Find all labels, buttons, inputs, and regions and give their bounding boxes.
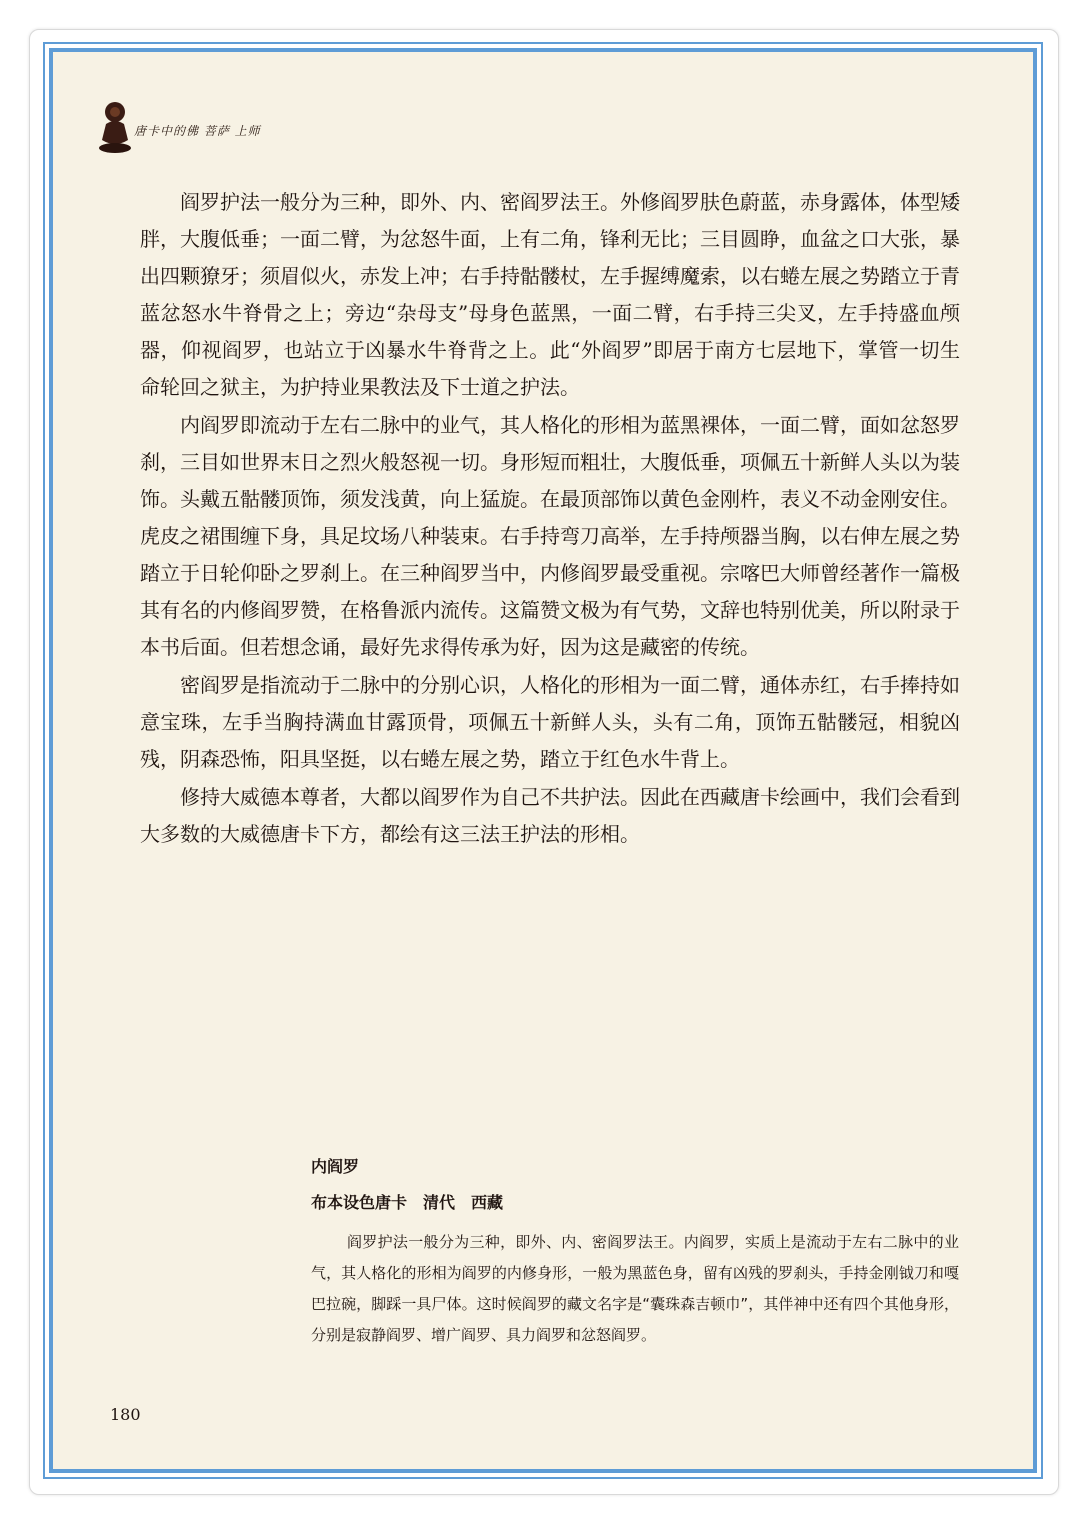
paragraph-secret-yama: 密阎罗是指流动于二脉中的分别心识，人格化的形相为一面二臂，通体赤红，右手捧持如意宝珠，左手当胸持满血甘露顶骨，项佩五十新鲜人头，头有二角，顶饰五骷髅冠，相貌凶残，阴森恐怖，阳具坚挺，以右蜷左展之势，踏立于红色水牛背上。 bbox=[140, 673, 960, 771]
paragraph-inner-yama: 内阎罗即流动于左右二脉中的业气，其人格化的形相为蓝黑裸体，一面二臂，面如忿怒罗刹，三目如世界末日之烈火般怒视一切。身形短而粗壮，大腹低垂，项佩五十新鲜人头以为装饰。头戴五骷髅顶饰，须发浅黄，向上猛旋。在最顶部饰以黄色金刚杵，表义不动金刚安住。虎皮之裙围缠下身，具足坟场八种装束。右手持弯刀高举，左手持颅器当胸，以右伸左展之势踏立于日轮仰卧之罗刹上。在三种阎罗当中，内修阎罗最受重视。宗喀巴大师曾经著作一篇极其有名的内修阎罗赞，在格鲁派内流传。这篇赞文极为有气势，文辞也特别优美，所以附录于本书后面。但若想念诵，最好先求得传承为好，因为这是藏密的传统。 bbox=[140, 413, 960, 659]
running-title: 唐卡中的佛 菩萨 上师 bbox=[134, 124, 261, 138]
paragraph-outer-yama: 阎罗护法一般分为三种，即外、内、密阎罗法王。外修阎罗肤色蔚蓝，赤身露体，体型矮胖，大腹低垂；一面二臂，为忿怒牛面，上有二角，锋利无比；三目圆睁，血盆之口大张，暴出四颗獠牙；须眉似火，赤发上冲；右手持骷髅杖，左手握缚魔索，以右蜷左展之势踏立于青蓝忿怒水牛脊骨之上；旁边“杂母支”母身色蓝黑，一面二臂，右手持三尖叉，左手持盛血颅器，仰视阎罗，也站立于凶暴水牛脊背之上。此“外阎罗”即居于南方七层地下，掌管一切生命轮回之狱主，为护持业果教法及下士道之护法。 bbox=[140, 190, 960, 399]
seated-deity-emblem-icon bbox=[98, 100, 132, 156]
caption-subtitle: 布本设色唐卡 清代 西藏 bbox=[311, 1193, 504, 1212]
paragraph-practice: 修持大威德本尊者，大都以阎罗作为自己不共护法。因此在西藏唐卡绘画中，我们会看到大多数的大威德唐卡下方，都绘有这三法王护法的形相。 bbox=[140, 785, 960, 846]
figure-caption bbox=[311, 1153, 959, 1351]
page-number: 180 bbox=[110, 1405, 141, 1424]
body-text bbox=[140, 184, 960, 854]
caption-description: 阎罗护法一般分为三种，即外、内、密阎罗法王。内阎罗，实质上是流动于左右二脉中的业气，其人格化的形相为阎罗的内修身形，一般为黑蓝色身，留有凶残的罗刹头，手持金刚钺刀和嘎巴拉碗，脚踩一具尸体。这时候阎罗的藏文名字是“囊珠森吉顿巾”，其伴神中还有四个其他身形，分别是寂静阎罗、增广阎罗、具力阎罗和忿怒阎罗。 bbox=[311, 1233, 959, 1344]
caption-title: 内阎罗 bbox=[311, 1157, 360, 1176]
